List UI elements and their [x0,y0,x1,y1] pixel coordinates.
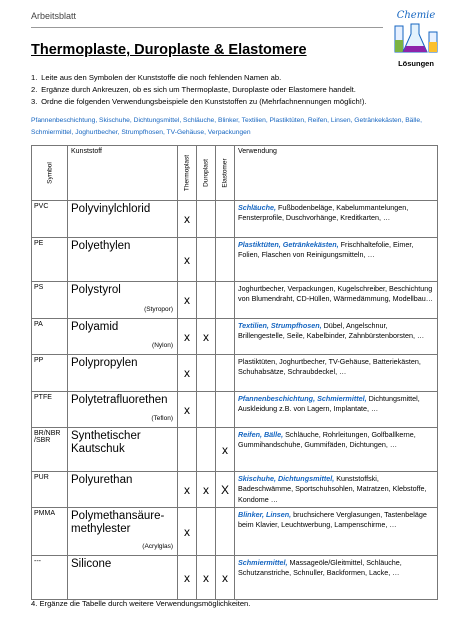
thermoplast-mark: x [178,355,197,392]
usage-cell [235,392,438,428]
usage-cell [235,508,438,556]
brand-text: Chemie [396,10,436,21]
duroplast-mark [197,282,216,319]
header-thermoplast: Thermoplast [178,146,197,201]
elastomer-mark: x [216,428,235,472]
header-duroplast: Duroplast [197,146,216,201]
usage-text: Joghurtbecher, Verpackungen, Kugelschreiber, Beschichtung von Blumendraht, CD-Hüllen, Wärmedämmung, Modellbau… [238,284,433,304]
plastic-name: Polymethansäure-methylester [71,510,165,535]
flask-icon [391,18,441,62]
name-cell [68,282,178,319]
usage-cell [235,319,438,355]
plastic-name: Synthetischer Kautschuk [71,430,141,455]
usage-text: Frischhaltefolie, Eimer, Folien, Flaschen von Reinigungsmitteln, … [238,240,414,260]
name-cell [68,472,178,508]
plastic-name: Silicone [71,558,112,570]
symbol-cell: PMMA [32,508,68,556]
duroplast-mark [197,392,216,428]
usage-highlight: Plastiktüten, Getränkekästen, [238,240,339,249]
name-cell [68,508,178,556]
table-row [32,319,438,355]
header-verwendung: Verwendung [235,146,438,201]
usage-highlight: Textilien, Strumpfhosen, [238,321,322,330]
plastic-name: Polyurethan [71,474,133,486]
plastic-name: Polyvinylchlorid [71,203,151,215]
symbol-cell: PVC [32,201,68,238]
plastic-name: Polyethylen [71,240,131,252]
solutions-badge: Lösungen [398,59,434,68]
elastomer-mark [216,282,235,319]
duroplast-mark: x [197,556,216,600]
usage-text: Massageöle/Gleitmittel, Schläuche, Schutzanstriche, Schnuller, Backformen, Lacke, … [238,558,402,578]
table-row [32,428,438,472]
elastomer-mark: x [216,556,235,600]
symbol-cell: PUR [32,472,68,508]
trade-name: (Acrylglas) [142,543,173,550]
symbol-cell: PS [32,282,68,319]
plastic-name: Polyamid [71,321,119,333]
usage-text: Kunststoffski, Badeschwämme, Sportschuhsohlen, Matratzen, Klebstoffe, Kondome … [238,474,427,504]
table-row [32,556,438,600]
thermoplast-mark [178,428,197,472]
elastomer-mark [216,392,235,428]
trade-name: (Nylon) [152,342,173,349]
usage-text: Plastiktüten, Joghurtbecher, TV-Gehäuse, Batteriekästen, Schuhabsätze, Schraubdeckel, … [238,357,421,377]
usage-highlight: Blinker, Linsen, [238,510,292,519]
thermoplast-mark: x [178,392,197,428]
table-row [32,508,438,556]
duroplast-mark: x [197,319,216,355]
header-divider [31,27,383,28]
table-row [32,472,438,508]
name-cell [68,392,178,428]
symbol-cell: PP [32,355,68,392]
usage-cell [235,238,438,282]
task-item: 3. Ordne die folgenden Verwendungsbeispiele den Kunststoffen zu (Mehrfachnennungen möglich!). [31,97,367,106]
table-row [32,201,438,238]
table-row [32,355,438,392]
thermoplast-mark: x [178,508,197,556]
table-row [32,282,438,319]
usage-highlight: Skischuhe, Dichtungsmittel, [238,474,335,483]
duroplast-mark: x [197,472,216,508]
name-cell [68,201,178,238]
usage-cell [235,472,438,508]
usage-cell [235,556,438,600]
plastics-table [31,145,438,600]
duroplast-mark [197,355,216,392]
name-cell [68,355,178,392]
header-elastomer: Elastomer [216,146,235,201]
thermoplast-mark: x [178,238,197,282]
duroplast-mark [197,508,216,556]
symbol-cell: PTFE [32,392,68,428]
task-list [31,72,431,108]
name-cell [68,238,178,282]
symbol-cell: BR/NBR /SBR [32,428,68,472]
duroplast-mark [197,428,216,472]
table-row [32,392,438,428]
thermoplast-mark: x [178,472,197,508]
usage-highlight: Schmiermittel, [238,558,288,567]
usage-text: Dübel, Angelschnur, Brillengestelle, Seile, Kabelbinder, Zahnbürstenborsten, … [238,321,425,341]
name-cell [68,556,178,600]
table-row [32,238,438,282]
usage-cell [235,355,438,392]
word-bank: Pfannenbeschichtung, Skischuhe, Dichtungsmittel, Schläuche, Blinker, Textilien, Plastiktüten, Reifen, Linsen, Getränkekästen, Bälle, Schmiermittel, Joghurtbecher, Strumpfhosen, TV-Gehäuse, Verpackungen [31,117,422,136]
thermoplast-mark: x [178,201,197,238]
task-item: 1. Leite aus den Symbolen der Kunststoffe die noch fehlenden Namen ab. [31,73,282,82]
elastomer-mark [216,238,235,282]
task-4: 4. Ergänze die Tabelle durch weitere Verwendungsmöglichkeiten. [31,599,251,608]
page-title: Thermoplaste, Duroplaste & Elastomere [31,42,307,58]
chemie-logo [391,10,441,68]
elastomer-mark [216,508,235,556]
usage-highlight: Reifen, Bälle, [238,430,284,439]
usage-cell [235,201,438,238]
duroplast-mark [197,238,216,282]
header-label: Arbeitsblatt [31,11,77,21]
symbol-cell: --- [32,556,68,600]
elastomer-mark: X [216,472,235,508]
header-symbol: Symbol [32,146,68,201]
usage-text: bruchsichere Verglasungen, Tastenbeläge beim Klavier, Leuchtwerbung, Lampenschirme, … [238,510,427,530]
usage-cell [235,428,438,472]
header-kunststoff: Kunststoff [68,146,178,201]
usage-text: Dichtungsmittel, Auskleidung z.B. von Lagern, Implantate, … [238,394,420,414]
elastomer-mark [216,201,235,238]
plastic-name: Polytetrafluorethen [71,394,168,406]
thermoplast-mark: x [178,319,197,355]
trade-name: (Styropor) [144,306,173,313]
thermoplast-mark: x [178,556,197,600]
usage-text: Schläuche, Rohrleitungen, Golfballkerne, Gummihandschuhe, Gummifäden, Dichtungen, … [238,430,416,450]
usage-cell [235,282,438,319]
usage-highlight: Schläuche, [238,203,276,212]
symbol-cell: PA [32,319,68,355]
symbol-cell: PE [32,238,68,282]
task-item: 2. Ergänze durch Ankreuzen, ob es sich um Thermoplaste, Duroplaste oder Elastomere handelt. [31,85,356,94]
name-cell [68,319,178,355]
name-cell [68,428,178,472]
trade-name: (Teflon) [151,415,173,422]
plastic-name: Polystyrol [71,284,121,296]
duroplast-mark [197,201,216,238]
elastomer-mark [216,355,235,392]
plastic-name: Polypropylen [71,357,138,369]
thermoplast-mark: x [178,282,197,319]
usage-highlight: Pfannenbeschichtung, Schmiermittel, [238,394,367,403]
usage-text: Fußbodenbeläge, Kabelummantelungen, Fensterprofile, Duschvorhänge, Kreditkarten, … [238,203,409,223]
elastomer-mark [216,319,235,355]
